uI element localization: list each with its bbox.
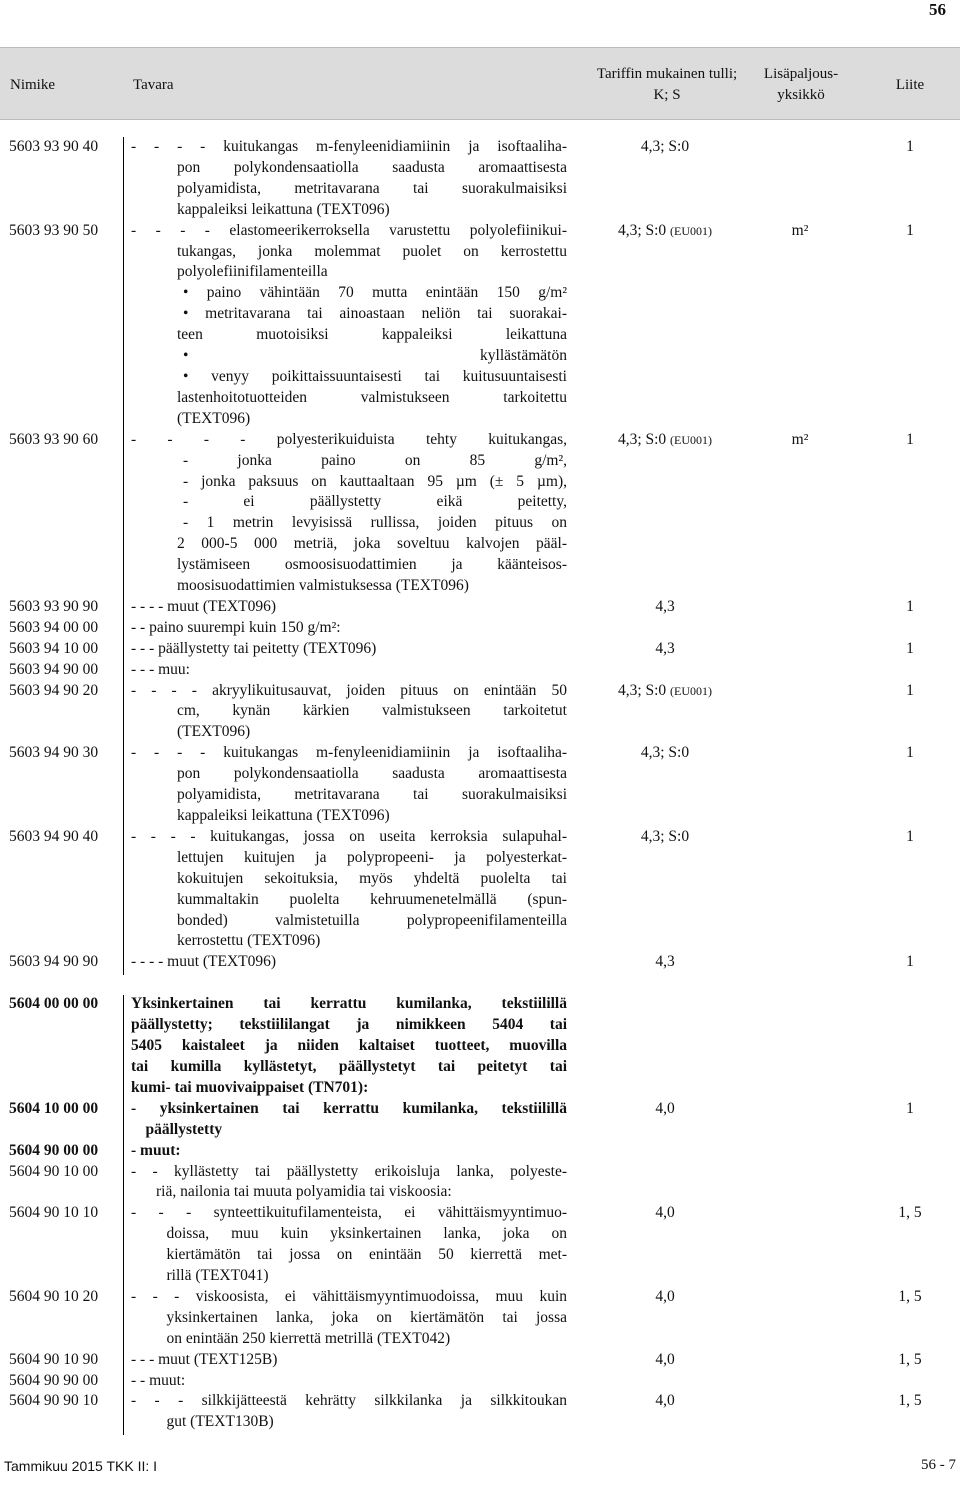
annex-ref: 1 [906, 744, 914, 762]
description [131, 1350, 567, 1371]
annex-ref: 1 [906, 681, 914, 699]
description-line: - - - - kuitukangas m-fenyleenidiamiinin ja isoftaaliha- [131, 744, 567, 762]
description-line: - 1 metrin levyisissä rullissa, joiden pituus on [183, 514, 567, 532]
header-lisapaljous [760, 64, 842, 106]
annex-ref: 1, 5 [898, 1392, 922, 1410]
description-line: kerrostettu (TEXT096) [177, 932, 321, 950]
description-line: polyolefiinifilamenteilla [177, 263, 328, 281]
footer-date: Tammikuu 2015 TKK II: I [4, 1458, 158, 1474]
tariff-code: 5604 90 10 90 [9, 1350, 99, 1368]
duty-value: 4,3; S:0 [617, 221, 667, 239]
duty-rate [585, 1287, 745, 1308]
tariff-code: 5604 90 10 00 [9, 1162, 99, 1180]
duty-note: (EU001) [670, 432, 713, 447]
table-row [0, 597, 960, 618]
description [131, 952, 567, 973]
description-line: - jonka paksuus on kauttaaltaan 95 µm (± 5 µm), [183, 472, 567, 490]
description-line: 2 000-5 000 metriä, joka soveltuu kalvojen pääl- [177, 535, 567, 553]
annex-ref: 1 [906, 1099, 914, 1117]
duty-rate [585, 743, 745, 764]
description-line: yksinkertainen lanka, joka on kiertämätön tai jossa [166, 1308, 567, 1326]
description-line: - - - - akryylikuitusauvat, joiden pituus on enintään 50 [131, 681, 567, 699]
supplementary-unit: m² [791, 430, 809, 448]
description [131, 618, 567, 639]
description-line: päällystetty; tekstiililangat ja nimikkeen 5404 tai [131, 1016, 567, 1034]
description-line: rillä (TEXT041) [166, 1267, 269, 1285]
annex-ref: 1, 5 [898, 1287, 922, 1305]
header-tulli [588, 64, 746, 106]
tariff-code: 5603 94 10 00 [9, 639, 99, 657]
header-lisa-line1: Lisäpaljous- [763, 66, 839, 82]
description-line: - ei päällystetty eikä peitetty, [183, 493, 567, 511]
duty-rate [585, 1391, 745, 1412]
description [131, 994, 567, 1099]
table-row [0, 221, 960, 430]
footer-page: 56 - 7 [921, 1457, 956, 1473]
header-tulli-line1: Tariffin mukainen tulli; [596, 66, 738, 82]
table-row [0, 1350, 960, 1371]
description [131, 1099, 567, 1141]
duty-rate [585, 137, 745, 158]
tariff-code: 5603 93 90 60 [9, 430, 99, 448]
tariff-code: 5603 93 90 90 [9, 597, 99, 615]
table-row [0, 1203, 960, 1287]
description [131, 743, 567, 827]
annex-ref: 1 [906, 827, 914, 845]
table-row [0, 618, 960, 639]
duty-value: 4,0 [655, 1099, 675, 1117]
duty-note: (EU001) [670, 683, 713, 698]
description-line: kumi- tai muovivaippaiset (TN701): [131, 1078, 369, 1096]
tariff-code: 5604 90 90 00 [9, 1371, 99, 1389]
table-row [0, 681, 960, 744]
description-line: - - - - muut (TEXT096) [131, 953, 277, 971]
description-line: - - - - elastomeerikerroksella varustettu polyolefiinikui- [131, 221, 567, 239]
description-line: lettujen kuitujen ja polypropeeni- ja polyesterkat- [177, 848, 567, 866]
table-row [0, 994, 960, 1099]
description-line: kokuitujen sekoituksia, myös yhdeltä puolelta tai [177, 869, 567, 887]
description [131, 1391, 567, 1433]
description [131, 1287, 567, 1350]
table-header [0, 47, 960, 120]
description-line: - yksinkertainen tai kerrattu kumilanka, tekstiilillä [131, 1099, 567, 1117]
tariff-code: 5603 93 90 50 [9, 221, 99, 239]
description [131, 681, 567, 744]
description-line: cm, kynän kärkien valmistukseen tarkoitetut [177, 702, 567, 720]
tariff-code: 5603 94 90 20 [9, 681, 99, 699]
section-5604 [0, 994, 960, 1433]
description-line: - - muut: [131, 1371, 186, 1389]
table-row [0, 1162, 960, 1204]
description-line: • kyllästämätön [183, 347, 567, 365]
duty-value: 4,3 [655, 597, 675, 615]
description-line: 5405 kaistaleet ja niiden kaltaiset tuotteet, muovilla [131, 1037, 567, 1055]
description-line: (TEXT096) [177, 723, 251, 741]
section-gap [0, 973, 960, 994]
description-line: moosisuodattimien valmistuksessa (TEXT096) [177, 577, 469, 595]
description-line: doissa, muu kuin yksinkertainen lanka, joka on [166, 1225, 567, 1243]
description-line: Yksinkertainen tai kerrattu kumilanka, tekstiilillä [131, 995, 567, 1013]
duty-value: 4,0 [655, 1287, 675, 1305]
tariff-code: 5604 90 00 00 [9, 1141, 99, 1159]
description-line: - - - - kuitukangas, jossa on useita kerroksia sulapuhal- [131, 827, 567, 845]
description-line: - - paino suurempi kuin 150 g/m²: [131, 618, 341, 636]
description-line: - - - - polyesterikuiduista tehty kuitukangas, [131, 430, 567, 448]
annex-ref: 1 [906, 138, 914, 155]
description-line: - - - - muut (TEXT096) [131, 597, 277, 615]
description-line: riä, nailonia tai muuta polyamidia tai viskoosia: [156, 1183, 452, 1201]
page-number: 56 [929, 0, 946, 19]
table-row [0, 1141, 960, 1162]
annex-ref: 1 [906, 953, 914, 971]
tariff-code: 5604 00 00 00 [9, 995, 99, 1013]
duty-rate [585, 639, 745, 660]
table-row [0, 639, 960, 660]
description-line: lastenhoitotuotteiden valmistukseen tarkoitettu [177, 388, 567, 406]
header-tulli-line2: K; S [653, 87, 681, 103]
annex-ref: 1 [906, 597, 914, 615]
annex-ref: 1, 5 [898, 1204, 922, 1222]
header-tavara: Tavara [133, 77, 174, 93]
description [131, 430, 567, 597]
table-row [0, 952, 960, 973]
section-5603 [0, 137, 960, 973]
annex-ref: 1 [906, 221, 914, 239]
description-line: - - - synteettikuitufilamenteista, ei vähittäismyyntimuo- [131, 1204, 567, 1222]
description-line: - - - päällystetty tai peitetty (TEXT096) [131, 639, 377, 657]
annex-ref: 1, 5 [898, 1350, 922, 1368]
description [131, 597, 567, 618]
description-line: • paino vähintään 70 mutta enintään 150 g/m² [183, 284, 567, 302]
description-line: teen muotoisiksi kappaleiksi leikattuna [177, 326, 567, 344]
tariff-code: 5603 94 90 30 [9, 744, 99, 762]
duty-value: 4,0 [655, 1392, 675, 1410]
duty-value: 4,3 [655, 639, 675, 657]
duty-value: 4,3; S:0 [617, 430, 667, 448]
description-line: - muut: [131, 1141, 181, 1159]
header-lisa-line2: yksikkö [777, 87, 825, 103]
table-row [0, 1371, 960, 1392]
tariff-code: 5604 90 10 20 [9, 1287, 99, 1305]
tariff-table [0, 137, 960, 1433]
description [131, 827, 567, 952]
duty-value: 4,3; S:0 [640, 138, 690, 155]
description-line: kiertämätön tai jossa on enintään 50 kierrettä met- [166, 1246, 567, 1264]
table-row [0, 430, 960, 597]
table-row [0, 1287, 960, 1350]
tariff-code: 5604 90 10 10 [9, 1204, 99, 1222]
description-line: tukangas, jonka molemmat puolet on kerrostettu [177, 242, 567, 260]
duty-value: 4,3; S:0 [640, 827, 690, 845]
tariff-code: 5604 90 90 10 [9, 1392, 99, 1410]
description-line: bonded) valmistetuilla polypropeenifilamenteilla [177, 911, 567, 929]
duty-rate [585, 1350, 745, 1371]
description-line: lystämiseen osmoosisuodattimien ja käänteisos- [177, 556, 567, 574]
description-line: (TEXT096) [177, 409, 251, 427]
description [131, 660, 567, 681]
annex-ref: 1 [906, 639, 914, 657]
duty-rate [585, 597, 745, 618]
description-line: - - - silkkijätteestä kehrätty silkkilanka ja silkkitoukan [131, 1392, 567, 1410]
description [131, 1203, 567, 1287]
duty-value: 4,3 [655, 953, 675, 971]
table-row [0, 1391, 960, 1433]
description-line: pon polykondensaatiolla saadusta aromaattisesta [177, 158, 567, 176]
description [131, 1141, 567, 1162]
duty-rate [585, 952, 745, 973]
description [131, 137, 567, 221]
duty-value: 4,0 [655, 1204, 675, 1222]
tariff-code: 5603 94 90 00 [9, 660, 99, 678]
table-row [0, 743, 960, 827]
tariff-code: 5603 94 00 00 [9, 618, 99, 636]
description-line: - - - muut (TEXT125B) [131, 1350, 278, 1368]
duty-rate [585, 1099, 745, 1120]
tariff-code: 5604 10 00 00 [9, 1099, 99, 1117]
description-line: polyamidista, metritavarana tai suorakulmaisiksi [177, 786, 567, 804]
duty-rate [585, 1203, 745, 1224]
description [131, 639, 567, 660]
duty-rate [585, 430, 745, 451]
description-line: kappaleiksi leikattuna (TEXT096) [177, 200, 390, 218]
duty-rate [585, 221, 745, 242]
supplementary-unit: m² [791, 221, 809, 239]
description-line: - - kyllästetty tai päällystetty erikoisluja lanka, polyeste- [131, 1162, 567, 1180]
description-line: - - - viskoosista, ei vähittäismyyntimuodoissa, muu kuin [131, 1287, 567, 1305]
description-line: kummaltakin puolelta kehruumenetelmällä (spun- [177, 890, 567, 908]
tariff-code: 5603 93 90 40 [9, 138, 99, 155]
description-line: • venyy poikittaissuuntaisesti tai kuitusuuntaisesti [183, 367, 567, 385]
description [131, 1162, 567, 1204]
duty-note: (EU001) [670, 223, 713, 238]
description-line: tai kumilla kyllästetyt, päällystetyt tai peitetyt tai [131, 1057, 567, 1075]
table-row [0, 827, 960, 952]
annex-ref: 1 [906, 430, 914, 448]
duty-rate [585, 827, 745, 848]
duty-value: 4,3; S:0 [640, 744, 690, 762]
table-row [0, 660, 960, 681]
tariff-code: 5603 94 90 90 [9, 953, 99, 971]
description-line: gut (TEXT130B) [166, 1413, 274, 1431]
duty-rate [585, 681, 745, 702]
table-row [0, 137, 960, 221]
table-row [0, 1099, 960, 1141]
description-line: polyamidista, metritavarana tai suorakulmaisiksi [177, 179, 567, 197]
description [131, 1371, 567, 1392]
header-nimike: Nimike [10, 77, 55, 93]
duty-value: 4,3; S:0 [617, 681, 667, 699]
description-line: pon polykondensaatiolla saadusta aromaattisesta [177, 765, 567, 783]
header-liite: Liite [895, 77, 925, 93]
description-line: - - - muu: [131, 660, 190, 678]
tariff-code: 5603 94 90 40 [9, 827, 99, 845]
duty-value: 4,0 [655, 1350, 675, 1368]
description-line: on enintään 250 kierrettä metrillä (TEXT042) [166, 1329, 451, 1347]
description-line: - - - - kuitukangas m-fenyleenidiamiinin ja isoftaaliha- [131, 138, 567, 155]
description-line: • metritavarana tai ainoastaan neliön tai suorakai- [183, 305, 567, 323]
description-line: päällystetty [145, 1120, 223, 1138]
description-line: kappaleiksi leikattuna (TEXT096) [177, 807, 390, 824]
description [131, 221, 567, 430]
description-line: - jonka paino on 85 g/m², [183, 451, 567, 469]
